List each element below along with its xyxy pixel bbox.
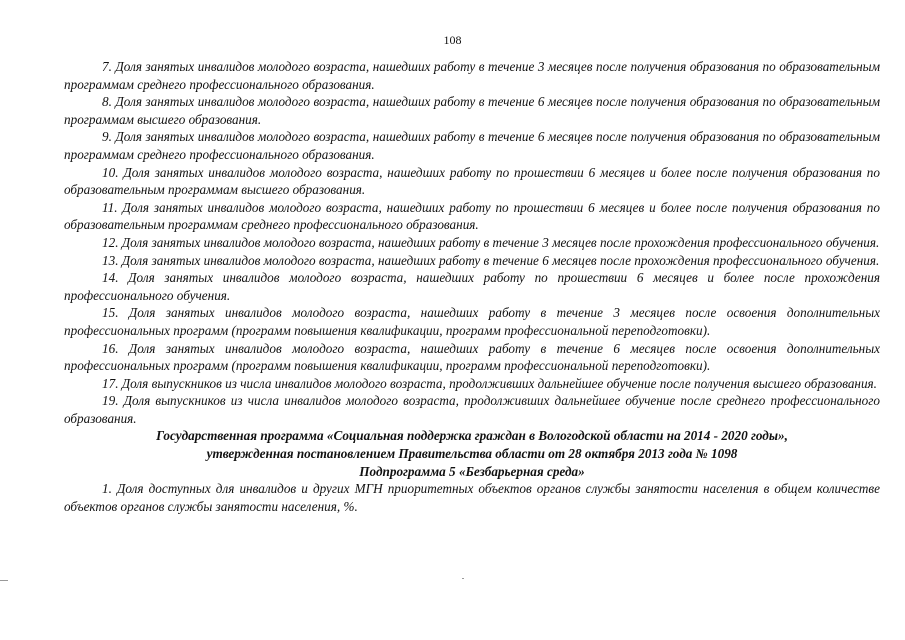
list-item: 17. Доля выпускников из числа инвалидов молодого возраста, продолживших дальнейшее обучение после получения высшего образования. — [102, 375, 877, 391]
scan-artifact — [462, 578, 464, 579]
list-item: 13. Доля занятых инвалидов молодого возраста, нашедших работу в течение 6 месяцев после прохождения профессионального обучения. — [102, 252, 880, 268]
list-item: 14. Доля занятых инвалидов молодого возраста, нашедших работу по прошествии 6 месяцев и более после прохождения профессионального обучения. — [64, 270, 880, 303]
list-item: 16. Доля занятых инвалидов молодого возраста, нашедших работу в течение 6 месяцев после освоения дополнительных профессиональных программ (программ повышения квалификации, программ профессиональной переподготовки). — [64, 340, 880, 374]
list-item: 8. Доля занятых инвалидов молодого возраста, нашедших работу в течение 6 месяцев после получения образования по образовательным программам высшего образования. — [64, 94, 880, 127]
margin-mark — [0, 580, 8, 581]
program-title-line-2: утвержденная постановлением Правительства области от 28 октября 2013 года № 1098 — [206, 446, 738, 462]
list-item: 10. Доля занятых инвалидов молодого возраста, нашедших работу по прошествии 6 месяцев и более после получения образования по образовательным программам высшего образования. — [64, 164, 880, 198]
subprogram-title: Подпрограмма 5 «Безбарьерная среда» — [359, 463, 585, 479]
list-item: 7. Доля занятых инвалидов молодого возраста, нашедших работу в течение 3 месяцев после получения образования по образовательным программам среднего профессионального образования. — [64, 59, 880, 92]
list-item: 11. Доля занятых инвалидов молодого возраста, нашедших работу по прошествии 6 месяцев и более после получения образования по образовательным программам среднего профессионального образования. — [64, 199, 880, 233]
list-item: 1. Доля доступных для инвалидов и других МГН приоритетных объектов органов службы занятости населения в общем количестве объектов органов службы занятости населения, %. — [64, 481, 880, 514]
program-title-line-1: Государственная программа «Социальная поддержка граждан в Вологодской области на 2014 - 2020 годы», — [156, 428, 788, 444]
document-body — [64, 58, 880, 515]
list-item: 12. Доля занятых инвалидов молодого возраста, нашедших работу в течение 3 месяцев после прохождения профессионального обучения. — [102, 234, 880, 250]
page-number: 108 — [443, 33, 462, 47]
list-item: 9. Доля занятых инвалидов молодого возраста, нашедших работу в течение 6 месяцев после получения образования по образовательным программам среднего профессионального образования. — [64, 129, 880, 162]
list-item: 15. Доля занятых инвалидов молодого возраста, нашедших работу в течение 3 месяцев после освоения дополнительных профессиональных программ (программ повышения квалификации, программ профессиональной переподготовки). — [64, 305, 880, 338]
list-item: 19. Доля выпускников из числа инвалидов молодого возраста, продолживших дальнейшее обучение после среднего профессионального образования. — [64, 393, 880, 426]
